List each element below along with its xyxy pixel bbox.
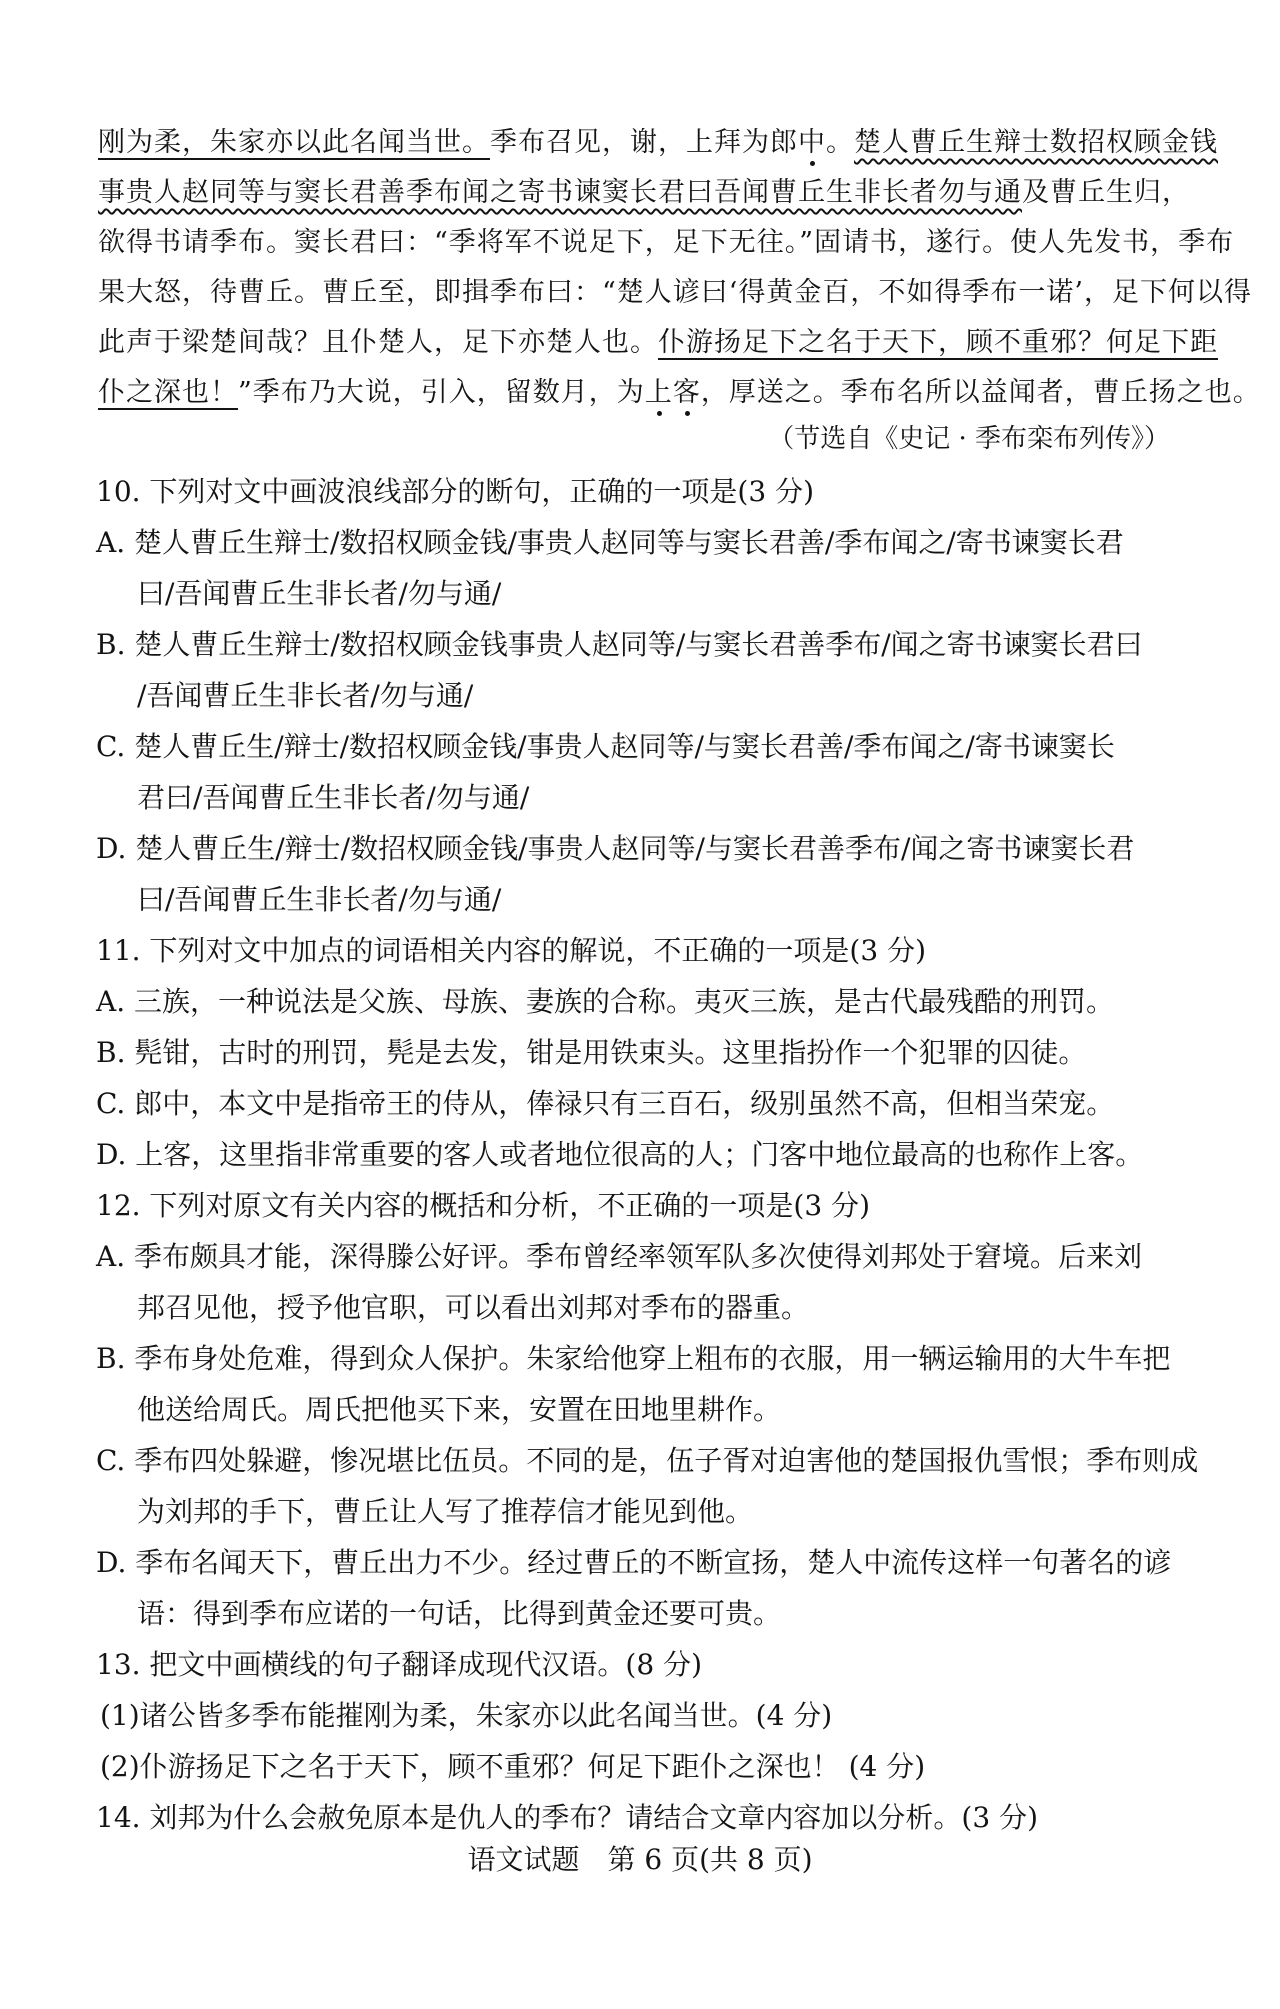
q12-option-b[interactable]: B. 季布身处危难，得到众人保护。朱家给他穿上粗布的衣服，用一辆运输用的大牛车把 — [96, 1342, 1171, 1375]
passage-text: ，厚送之。季布名所以益闻者，曹丘扬之也。 — [700, 377, 1261, 408]
translation-underline-2: 仆游扬足下之名于天下，顾不重邪？何足下距 — [658, 327, 1218, 358]
q13-sentence-1: (1)诸公皆多季布能摧刚为柔，朱家亦以此名闻当世。(4 分) — [100, 1699, 833, 1732]
q13-sentence-2: (2)仆游扬足下之名于天下，顾不重邪？何足下距仆之深也！ (4 分) — [100, 1750, 926, 1783]
translation-underline-1: 刚为柔，朱家亦以此名闻当世。 — [98, 127, 490, 158]
q12-option-d-cont: 语：得到季布应诺的一句话，比得到黄金还要可贵。 — [137, 1597, 782, 1630]
q10-option-c-cont: 君曰/吾闻曹丘生非长者/勿与通/ — [137, 781, 530, 814]
passage-line-2 — [98, 168, 1190, 218]
q11-option-d[interactable]: D. 上客，这里指非常重要的客人或者地位很高的人；门客中地位最高的也称作上客。 — [96, 1138, 1144, 1171]
q10-option-b[interactable]: B. 楚人曹丘生辩士/数招权顾金钱事贵人赵同等/与窦长君善季布/闻之寄书谏窦长君曰 — [96, 628, 1143, 661]
passage-line-1 — [98, 118, 1218, 168]
q10-option-c[interactable]: C. 楚人曹丘生/辩士/数招权顾金钱/事贵人赵同等/与窦长君善/季布闻之/寄书谏窦长 — [96, 730, 1115, 763]
page-footer: 语文试题 第 6 页(共 8 页) — [467, 1843, 813, 1876]
q12-option-a-cont: 邦召见他，授予他官职，可以看出刘邦对季布的器重。 — [137, 1291, 810, 1324]
wavy-underline-sentence: 楚人曹丘生辩士数招权顾金钱 — [854, 127, 1218, 158]
q10-option-b-cont: /吾闻曹丘生非长者/勿与通/ — [137, 679, 474, 712]
q10-option-a[interactable]: A. 楚人曹丘生辩士/数招权顾金钱/事贵人赵同等与窦长君善/季布闻之/寄书谏窦长君 — [96, 526, 1124, 559]
q10-option-d[interactable]: D. 楚人曹丘生/辩士/数招权顾金钱/事贵人赵同等/与窦长君善季布/闻之寄书谏窦长君 — [96, 832, 1135, 865]
dotted-word: 客 — [672, 377, 701, 408]
question-14-stem: 14. 刘邦为什么会赦免原本是仇人的季布？请结合文章内容加以分析。(3 分) — [96, 1801, 1038, 1834]
q12-option-d[interactable]: D. 季布名闻天下，曹丘出力不少。经过曹丘的不断宣扬，楚人中流传这样一句著名的谚 — [96, 1546, 1172, 1579]
question-11-stem: 11. 下列对文中加点的词语相关内容的解说，不正确的一项是(3 分) — [96, 934, 926, 967]
passage-text: 。 — [826, 127, 854, 158]
q12-option-a[interactable]: A. 季布颇具才能，深得滕公好评。季布曾经率领军队多次使得刘邦处于窘境。后来刘 — [96, 1240, 1143, 1273]
q12-option-c-cont: 为刘邦的手下，曹丘让人写了推荐信才能见到他。 — [137, 1495, 754, 1528]
q12-option-b-cont: 他送给周氏。周氏把他买下来，安置在田地里耕作。 — [137, 1393, 782, 1426]
passage-line-5 — [98, 318, 1218, 368]
q12-option-c[interactable]: C. 季布四处躲避，惨况堪比伍员。不同的是，伍子胥对迫害他的楚国报仇雪恨；季布则成 — [96, 1444, 1199, 1477]
q11-option-a[interactable]: A. 三族，一种说法是父族、母族、妻族的合称。夷灭三族，是古代最残酷的刑罚。 — [96, 985, 1115, 1018]
passage-text: 季布召见，谢，上拜为郎 — [490, 127, 798, 158]
passage-text: 及曹丘生归， — [1022, 177, 1190, 208]
q11-option-b[interactable]: B. 髡钳，古时的刑罚，髡是去发，钳是用铁束头。这里指扮作一个犯罪的囚徒。 — [96, 1036, 1087, 1069]
passage-text: ”季布乃大说，引入，留数月，为 — [238, 377, 645, 408]
passage-text: 此声于梁楚间哉？且仆楚人，足下亦楚人也。 — [98, 327, 658, 358]
wavy-underline-sentence: 事贵人赵同等与窦长君善季布闻之寄书谏窦长君曰吾闻曹丘生非长者勿与通 — [98, 177, 1022, 208]
dotted-word: 上 — [644, 377, 673, 408]
question-10-stem: 10. 下列对文中画波浪线部分的断句，正确的一项是(3 分) — [96, 475, 814, 508]
passage-line-6 — [98, 368, 1261, 418]
translation-underline-2: 仆之深也！ — [98, 377, 238, 408]
passage-line-4: 果大怒，待曹丘。曹丘至，即揖季布曰：“楚人谚曰‘得黄金百，不如得季布一诺’，足下何以得 — [98, 277, 1252, 308]
question-13-stem: 13. 把文中画横线的句子翻译成现代汉语。(8 分) — [96, 1648, 702, 1681]
classical-passage — [98, 118, 1261, 418]
passage-line-3: 欲得书请季布。窦长君曰：“季将军不说足下，足下无往。”固请书，遂行。使人先发书，季布 — [98, 227, 1235, 258]
passage-source: （节选自《史记 · 季布栾布列传》） — [768, 424, 1170, 454]
q10-option-a-cont: 曰/吾闻曹丘生非长者/勿与通/ — [137, 577, 502, 610]
questions-section — [96, 466, 1206, 1843]
q11-option-c[interactable]: C. 郎中，本文中是指帝王的侍从，俸禄只有三百石，级别虽然不高，但相当荣宠。 — [96, 1087, 1115, 1120]
q10-option-d-cont: 曰/吾闻曹丘生非长者/勿与通/ — [137, 883, 502, 916]
question-12-stem: 12. 下列对原文有关内容的概括和分析，不正确的一项是(3 分) — [96, 1189, 870, 1222]
dotted-word: 中 — [798, 127, 826, 158]
